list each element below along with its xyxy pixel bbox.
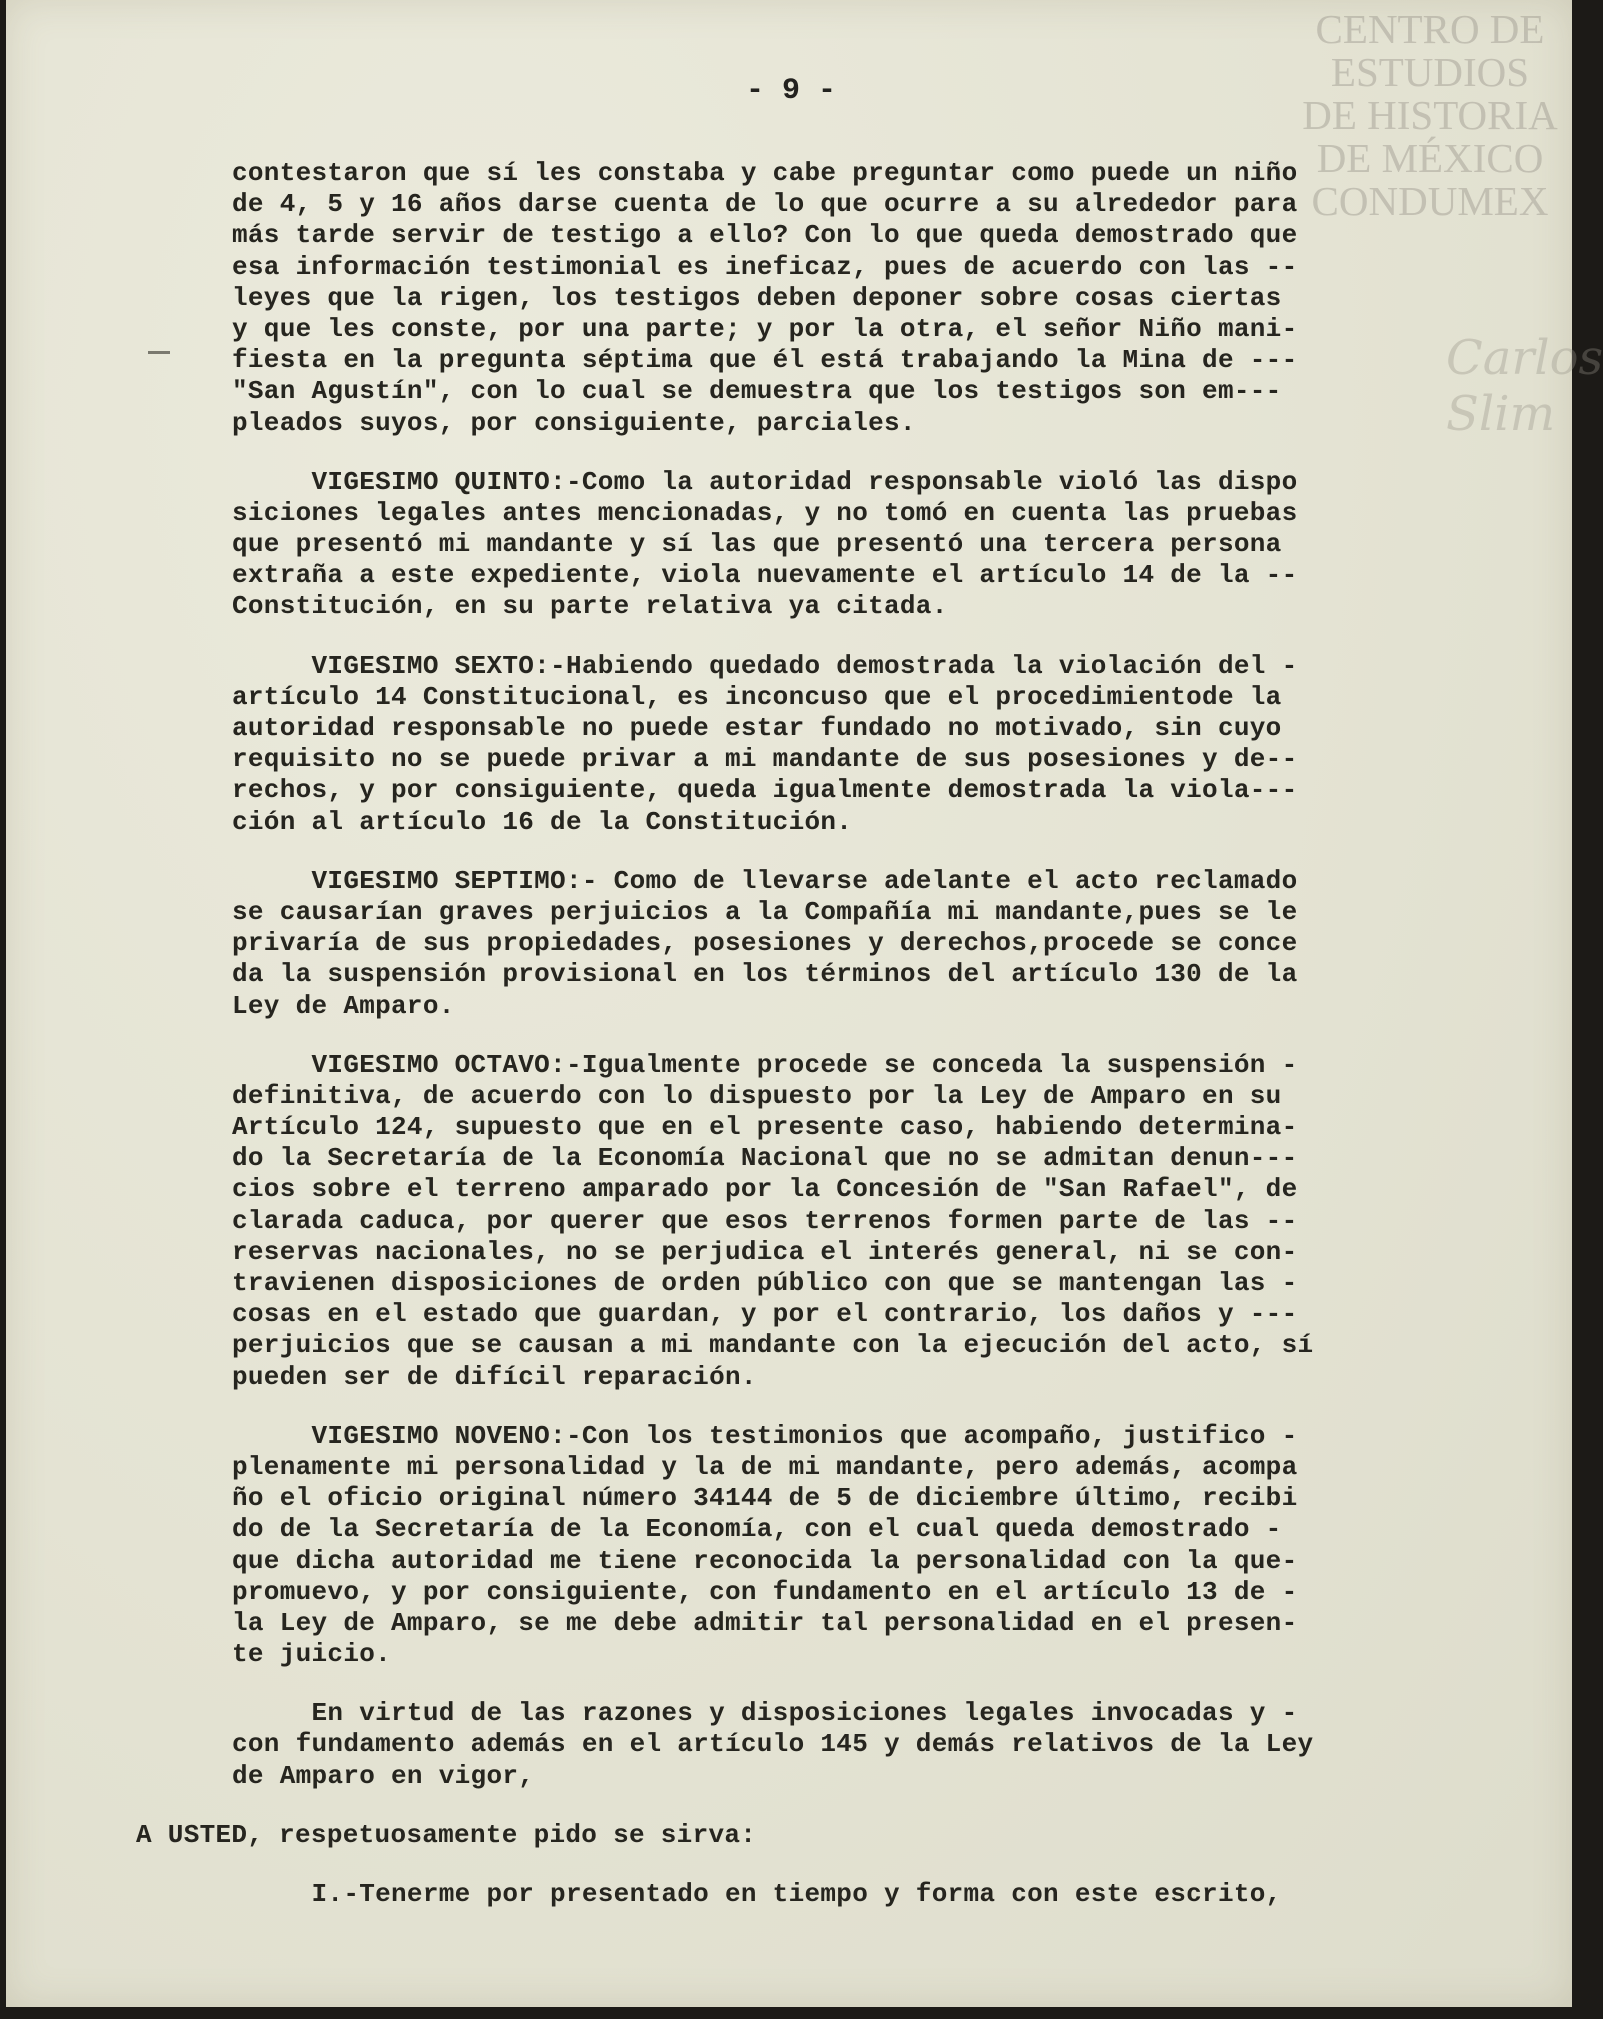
watermark-signature: Carlos Slim (1446, 330, 1603, 442)
text-line: promuevo, y por consiguiente, con fundamento en el artículo 13 de - (232, 1576, 1298, 1607)
watermark-line: DE MÉXICO (1316, 135, 1544, 181)
text-line: VIGESIMO QUINTO:-Como la autoridad responsable violó las dispo (232, 466, 1298, 497)
text-line: artículo 14 Constitucional, es inconcuso que el procedimientode la (232, 681, 1282, 712)
paragraph (232, 467, 1512, 623)
text-line: ño el oficio original número 34144 de 5 de diciembre último, recibi (232, 1483, 1298, 1514)
text-line: plenamente mi personalidad y la de mi mandante, pero además, acompa (232, 1451, 1298, 1482)
paragraph (136, 1820, 1512, 1851)
text-line: Ley de Amparo. (232, 990, 455, 1021)
text-line: VIGESIMO SEPTIMO:- Como de llevarse adelante el acto reclamado (232, 865, 1298, 896)
text-line: se causarían graves perjuicios a la Compañía mi mandante,pues se le (232, 896, 1298, 927)
text-line: que dicha autoridad me tiene reconocida la personalidad con la que- (232, 1545, 1298, 1576)
watermark-line: CENTRO DE (1315, 6, 1545, 52)
watermark-line: DE HISTORIA (1302, 92, 1558, 138)
text-line: I.-Tenerme por presentado en tiempo y forma con este escrito, (232, 1879, 1282, 1909)
text-line: perjuicios que se causan a mi mandante con la ejecución del acto, sí (232, 1330, 1314, 1361)
page-number: - 9 - (745, 74, 836, 108)
text-line: de Amparo en vigor, (232, 1760, 535, 1791)
text-line: VIGESIMO OCTAVO:-Igualmente procede se conceda la suspensión - (232, 1049, 1298, 1080)
text-line: pueden ser de difícil reparación. (232, 1361, 757, 1392)
text-line: cios sobre el terreno amparado por la Concesión de "San Rafael", de (232, 1174, 1298, 1205)
paragraph (232, 158, 1512, 439)
paragraph (232, 651, 1512, 838)
text-line: autoridad responsable no puede estar fundado no motivado, sin cuyo (232, 713, 1282, 743)
text-line: VIGESIMO SEXTO:-Habiendo quedado demostrada la violación del - (232, 650, 1298, 681)
paragraph (232, 1698, 1512, 1792)
text-line: esa información testimonial es ineficaz, pues de acuerdo con las -- (232, 251, 1298, 282)
text-line: y que les conste, por una parte; y por la otra, el señor Niño mani- (232, 313, 1298, 344)
text-line: rechos, y por consiguiente, queda igualmente demostrada la viola--- (232, 775, 1298, 806)
text-line: cosas en el estado que guardan, y por el contrario, los daños y --- (232, 1299, 1298, 1330)
text-line: te juicio. (232, 1639, 392, 1670)
text-line: do la Secretaría de la Economía Nacional que no se admitan denun--- (232, 1143, 1298, 1174)
paragraph (232, 1879, 1512, 1910)
watermark-line: CONDUMEX (1311, 178, 1549, 224)
text-line: da la suspensión provisional en los términos del artículo 130 de la (232, 959, 1298, 990)
text-line: que presentó mi mandante y sí las que presentó una tercera persona (232, 529, 1282, 560)
text-line: clarada caduca, por querer que esos terrenos formen parte de las -- (232, 1205, 1298, 1236)
text-line: do de la Secretaría de la Economía, con el cual queda demostrado - (232, 1514, 1282, 1545)
text-line: leyes que la rigen, los testigos deben deponer sobre cosas ciertas (232, 282, 1282, 313)
text-line: requisito no se puede privar a mi mandante de sus posesiones y de-- (232, 744, 1298, 775)
text-line: definitiva, de acuerdo con lo dispuesto por la Ley de Amparo en su (232, 1080, 1282, 1111)
margin-mark (148, 351, 170, 354)
text-line: travienen disposiciones de orden público con que se mantengan las - (232, 1268, 1298, 1298)
text-line: En virtud de las razones y disposiciones legales invocadas y - (232, 1698, 1298, 1729)
text-line: siciones legales antes mencionadas, y no tomó en cuenta las pruebas (232, 497, 1298, 528)
watermark-line: ESTUDIOS (1330, 49, 1530, 95)
document-body (136, 158, 1512, 1938)
text-line: fiesta en la pregunta séptima que él está trabajando la Mina de --- (232, 345, 1298, 376)
text-line: "San Agustín", con lo cual se demuestra que los testigos son em--- (232, 376, 1282, 407)
text-line: de 4, 5 y 16 años darse cuenta de lo que ocurre a su alrededor para (232, 189, 1298, 220)
text-line: A USTED, respetuosamente pido se sirva: (136, 1819, 757, 1850)
text-line: extraña a este expediente, viola nuevamente el artículo 14 de la -- (232, 560, 1298, 591)
text-line: Constitución, en su parte relativa ya citada. (232, 591, 948, 622)
paragraph (232, 1421, 1512, 1671)
text-line: pleados suyos, por consiguiente, parciales. (232, 407, 916, 438)
paragraph (232, 1050, 1512, 1393)
text-line: con fundamento además en el artículo 145 y demás relativos de la Ley (232, 1729, 1314, 1760)
paragraph (232, 866, 1512, 1022)
text-line: ción al artículo 16 de la Constitución. (232, 806, 853, 837)
text-line: contestaron que sí les constaba y cabe preguntar como puede un niño (232, 158, 1298, 188)
text-line: VIGESIMO NOVENO:-Con los testimonios que acompaño, justifico - (232, 1420, 1298, 1451)
text-line: privaría de sus propiedades, posesiones y derechos,procede se conce (232, 928, 1298, 959)
text-line: Artículo 124, supuesto que en el presente caso, habiendo determina- (232, 1112, 1298, 1143)
text-line: más tarde servir de testigo a ello? Con lo que queda demostrado que (232, 220, 1298, 251)
text-line: reservas nacionales, no se perjudica el interés general, ni se con- (232, 1236, 1298, 1267)
text-line: la Ley de Amparo, se me debe admitir tal personalidad en el presen- (232, 1607, 1298, 1638)
